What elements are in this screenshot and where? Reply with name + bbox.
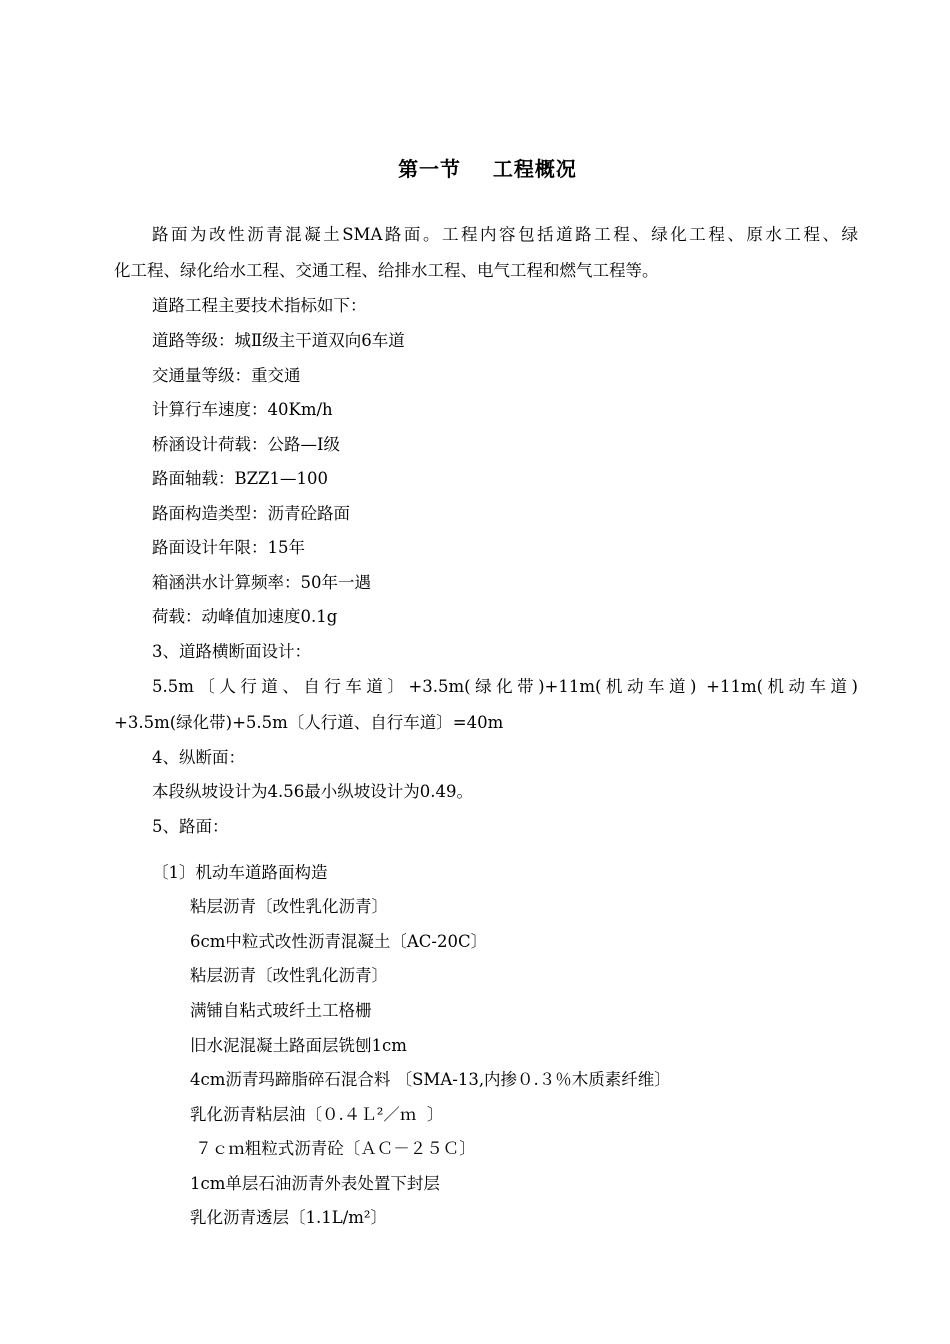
layer-item: 旧水泥混凝土路面层铣刨1cm — [190, 1036, 407, 1055]
section3-heading: 3、道路横断面设计： — [152, 642, 311, 661]
indicator-pavement-type: 路面构造类型：沥青砼路面 — [152, 504, 350, 523]
indicator-bridge-load: 桥涵设计荷载：公路—Ⅰ级 — [152, 435, 341, 454]
section5-subheading: 〔1〕机动车道路面构造 — [152, 863, 328, 882]
indicator-axle-load: 路面轴载：BZZ1—100 — [152, 469, 329, 488]
section-title: 第一节 工程概况 — [398, 157, 577, 181]
intro-line-2: 化工程、绿化给水工程、交通工程、给排水工程、电气工程和燃气工程等。 — [114, 261, 659, 280]
section4-heading: 4、纵断面： — [152, 748, 245, 767]
section3-line-2: +3.5m(绿化带)+5.5m〔人行道、自行车道〕=40m — [114, 713, 504, 732]
layer-item: 6cm中粒式改性沥青混凝土〔AC-20C〕 — [190, 932, 488, 951]
layer-item: 乳化沥青粘层油〔０.４Ｌ²／ｍ 〕 — [190, 1105, 444, 1124]
layer-item: 粘层沥青〔改性乳化沥青〕 — [190, 897, 388, 916]
layer-item: 满铺自粘式玻纤土工格栅 — [190, 1001, 372, 1020]
section5-heading: 5、路面： — [152, 817, 229, 836]
indicator-design-speed: 计算行车速度：40Km/h — [152, 400, 333, 419]
indicator-design-life: 路面设计年限：15年 — [152, 538, 305, 557]
intro-line-1: 路面为改性沥青混凝土SMA路面。工程内容包括道路工程、绿化工程、原水工程、绿 — [152, 225, 858, 244]
indicator-traffic-level: 交通量等级：重交通 — [152, 366, 301, 385]
section4-text: 本段纵坡设计为4.56最小纵坡设计为0.49。 — [152, 782, 473, 801]
section3-line-1: 5.5m〔人行道、自行车道〕+3.5m(绿化带)+11m(机动车道) +11m(机动车道) — [152, 677, 858, 696]
layer-item: 乳化沥青透层〔1.1L/m²〕 — [190, 1208, 388, 1227]
indicator-seismic-load: 荷载：动峰值加速度0.1g — [152, 607, 338, 626]
indicators-heading: 道路工程主要技术指标如下： — [152, 296, 367, 315]
layer-item: 1cm单层石油沥青外表处置下封层 — [190, 1174, 440, 1193]
layer-item: ７ｃｍ粗粒式沥青砼〔ＡＣ－２５Ｃ〕 — [190, 1139, 476, 1158]
layer-item: 4cm沥青玛蹄脂碎石混合料 〔SMA-13,内掺０.３％木质素纤维〕 — [190, 1070, 671, 1089]
indicator-road-grade: 道路等级：城Ⅱ级主干道双向6车道 — [152, 331, 405, 350]
layer-item: 粘层沥青〔改性乳化沥青〕 — [190, 966, 388, 985]
indicator-flood-frequency: 箱涵洪水计算频率：50年一遇 — [152, 573, 371, 592]
